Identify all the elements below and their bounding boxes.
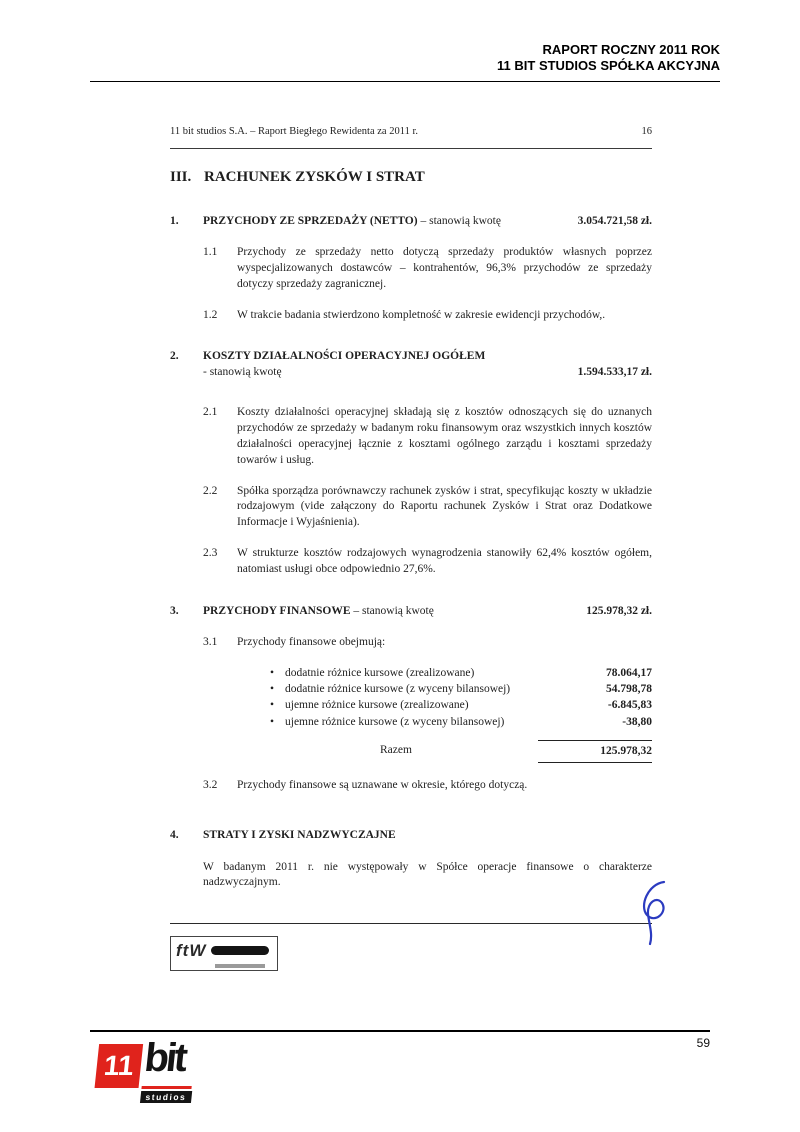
list-item — [270, 714, 652, 730]
total-label: Razem — [380, 744, 412, 757]
logo-11-text: 11 — [102, 1050, 136, 1081]
section-heading: PRZYCHODY FINANSOWE — [203, 604, 351, 617]
subsection-text: W strukturze kosztów rodzajowych wynagrodzenia stanowiły 62,4% kosztów ogółem, natomiast usługi obce odpowiednio 27,6%. — [237, 547, 652, 576]
section-heading-suffix: – stanowią kwotę — [350, 604, 434, 617]
section-1 — [170, 214, 652, 323]
report-header-line2: 11 BIT STUDIOS SPÓŁKA AKCYJNA — [497, 58, 720, 74]
list-item-label: ujemne różnice kursowe (z wyceny bilansowej) — [285, 715, 505, 728]
list-item-amount: -6.845,83 — [607, 699, 652, 712]
subsection-text: Przychody finansowe obejmują: — [237, 635, 386, 648]
section-2 — [170, 349, 652, 577]
subsection-3-2 — [203, 778, 652, 794]
list-item — [270, 681, 652, 697]
section-number: 2. — [170, 350, 179, 363]
financial-income-list — [270, 665, 652, 763]
section-heading: STRATY I ZYSKI NADZWYCZAJNE — [203, 828, 396, 841]
section-4 — [170, 828, 652, 892]
subsection-2-1 — [203, 405, 652, 468]
logo-underline — [141, 1086, 191, 1089]
section-amount: 125.978,32 zł. — [586, 604, 652, 617]
total-amount: 125.978,32 — [538, 740, 652, 763]
report-header-line1: RAPORT ROCZNY 2011 ROK — [542, 42, 720, 57]
section-number: 1. — [170, 215, 179, 228]
total-row — [270, 740, 652, 763]
section-3 — [170, 604, 652, 794]
subsection-1-2 — [203, 308, 652, 324]
logo-bit-text: bit — [142, 1036, 187, 1080]
subsection-number: 1.1 — [203, 246, 218, 259]
bullet-icon — [270, 697, 285, 713]
auditor-stamp-text: ftW — [176, 941, 207, 961]
document-title-text: RACHUNEK ZYSKÓW I STRAT — [204, 169, 425, 186]
list-item — [270, 697, 652, 713]
signature-icon — [632, 876, 686, 953]
subsection-text: Przychody finansowe są uznawane w okresie, którego dotyczą. — [237, 778, 528, 791]
document-page-number: 16 — [641, 126, 652, 137]
subsection-3-1 — [203, 635, 652, 651]
subsection-1-1 — [203, 245, 652, 293]
logo-studios-text: studios — [140, 1091, 192, 1103]
page-number: 59 — [696, 1036, 710, 1050]
scanned-page — [170, 125, 652, 971]
section-amount: 1.594.533,17 zł. — [577, 366, 652, 379]
subsection-number: 2.3 — [203, 547, 218, 560]
section-paragraph: W badanym 2011 r. nie występowały w Spółce operacje finansowe o charakterze nadzwyczajnym. — [203, 860, 652, 889]
subsection-number: 1.2 — [203, 308, 218, 321]
section-amount: 3.054.721,58 zł. — [577, 215, 652, 228]
company-logo — [93, 1036, 210, 1106]
document-header-text: 11 bit studios S.A. – Raport Biegłego Rewidenta za 2011 r. — [170, 126, 418, 137]
subsection-number: 2.1 — [203, 406, 218, 419]
subsection-text: Spółka sporządza porównawczy rachunek zysków i strat, specyfikując koszty w układzie rodzajowym (vide załączony do Raportu rachunek Zysków i Strat oraz Dodatkowe Informacje i Wyjaśnienia). — [237, 484, 652, 529]
section-2-amount-row — [203, 365, 652, 381]
subsection-number: 3.1 — [203, 635, 218, 648]
bullet-icon — [270, 665, 285, 681]
document-title — [170, 167, 652, 188]
report-header — [90, 42, 720, 82]
section-number: 4. — [170, 828, 179, 841]
list-item-amount: -38,80 — [622, 715, 652, 728]
subsection-2-3 — [203, 546, 652, 578]
section-4-heading-row — [170, 828, 652, 844]
list-item — [270, 665, 652, 681]
auditor-stamp — [170, 936, 278, 970]
footer-divider — [90, 1030, 710, 1032]
section-2-heading-row — [170, 349, 652, 365]
list-item-label: dodatnie różnice kursowe (zrealizowane) — [285, 666, 475, 679]
bullet-icon — [270, 714, 285, 730]
auditor-stamp-bar — [211, 946, 269, 955]
logo-11-box — [95, 1044, 144, 1088]
document-title-number: III. — [170, 169, 192, 186]
subsection-text: W trakcie badania stwierdzono kompletność w zakresie ewidencji przychodów,. — [237, 308, 606, 321]
subsection-2-2 — [203, 484, 652, 532]
list-item-label: ujemne różnice kursowe (zrealizowane) — [285, 699, 469, 712]
list-item-label: dodatnie różnice kursowe (z wyceny bilansowej) — [285, 682, 511, 695]
section-heading: KOSZTY DZIAŁALNOŚCI OPERACYJNEJ OGÓŁEM — [203, 350, 486, 363]
section-heading-suffix: – stanowią kwotę — [417, 215, 501, 228]
subsection-number: 3.2 — [203, 778, 218, 791]
section-number: 3. — [170, 604, 179, 617]
bullet-icon — [270, 681, 285, 697]
document-header — [170, 125, 652, 149]
section-3-heading-row — [170, 604, 652, 620]
section-heading-suffix: - stanowią kwotę — [203, 366, 282, 379]
subsection-text: Koszty działalności operacyjnej składają się z kosztów odnoszących się do uznanych przychodów ze sprzedaży w badanym roku finansowym oraz wszystkich innych kosztów działalności operacyjnej łącznie z kosztami ogólnego zarządu i kosztami sprzedaży towarów i usług. — [237, 406, 652, 466]
section-heading: PRZYCHODY ZE SPRZEDAŻY (NETTO) — [203, 215, 418, 228]
auditor-stamp-subtext — [215, 964, 265, 968]
list-item-amount: 78.064,17 — [606, 666, 652, 679]
section-1-heading-row — [170, 214, 652, 230]
list-item-amount: 54.798,78 — [606, 682, 652, 695]
subsection-text: Przychody ze sprzedaży netto dotyczą sprzedaży produktów własnych poprzez wyspecjalizowanych dostawców – kontrahentów, 96,3% przychodów ze sprzedaży dotyczy sprzedaży zagranicznej. — [237, 246, 652, 290]
document-footer-divider — [170, 923, 652, 924]
subsection-number: 2.2 — [203, 484, 218, 497]
